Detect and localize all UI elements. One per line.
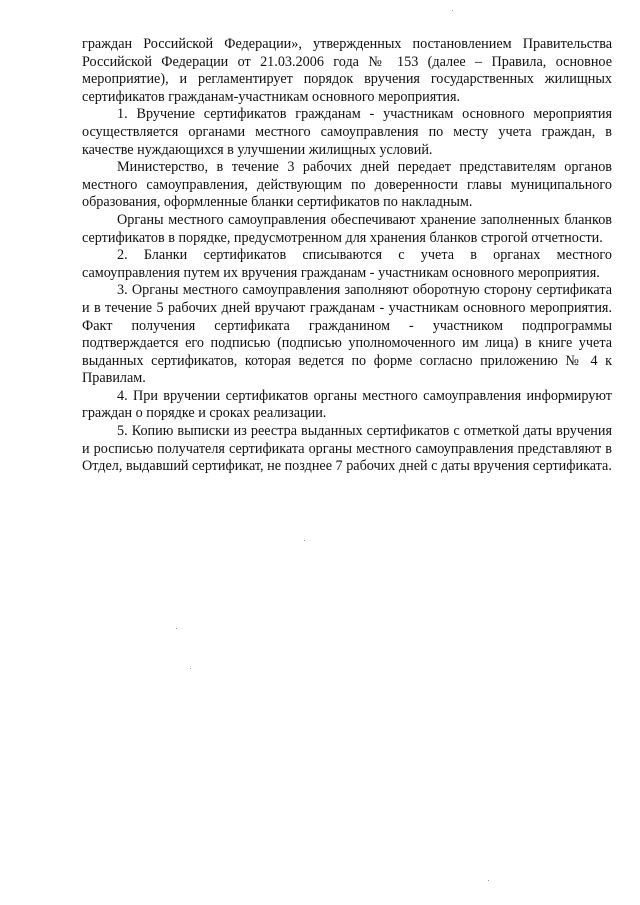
scan-speck xyxy=(452,10,453,11)
paragraph-ministry: Министерство, в течение 3 рабочих дней передает представителям органов местного самоуправления, действующим по доверенности главы муниципального образования, оформленные бланки сертификатов по накладным. xyxy=(82,159,612,211)
document-body xyxy=(82,36,612,476)
paragraph-item-4: 4. При вручении сертификатов органы местного самоуправления информируют граждан о порядке и сроках реализации. xyxy=(82,387,612,422)
paragraph-item-2: 2. Бланки сертификатов списываются с учета в органах местного самоуправления путем их вручения гражданам - участникам основного мероприятия. xyxy=(82,247,612,281)
scan-speck xyxy=(488,880,489,881)
paragraph-storage: Органы местного самоуправления обеспечивают хранение заполненных бланков сертификатов в порядке, предусмотренном для хранения бланков строгой отчетности. xyxy=(82,211,612,246)
scan-speck xyxy=(190,668,191,669)
scan-speck xyxy=(304,540,305,541)
paragraph-item-1: 1. Вручение сертификатов гражданам - участникам основного мероприятия осуществляется органами местного самоуправления по месту учета граждан, в качестве нуждающихся в улучшении жилищных условий. xyxy=(82,106,612,158)
paragraph-continuation: граждан Российской Федерации», утвержденных постановлением Правительства Российской Федерации от 21.03.2006 года № 153 (далее – Правила, основное мероприятие), и регламентирует порядок вручения государственных жилищных сертификатов гражданам-участникам основного мероприятия. xyxy=(82,36,612,105)
paragraph-item-5: 5. Копию выписки из реестра выданных сертификатов с отметкой даты вручения и росписью получателя сертификата органы местного самоуправления представляют в Отдел, выдавший сертификат, не позднее 7 рабочих дней с даты вручения сертификата. xyxy=(82,423,612,475)
paragraph-item-3: 3. Органы местного самоуправления заполняют оборотную сторону сертификата и в течение 5 рабочих дней вручают гражданам - участникам основного мероприятия. Факт получения сертификата гражданином - участником подпрограммы подтверждается его подписью (подписью уполномоченного им лица) в книге учета выданных сертификатов, которая ведется по форме согласно приложению № 4 к Правилам. xyxy=(82,282,612,387)
scan-speck xyxy=(176,628,177,629)
